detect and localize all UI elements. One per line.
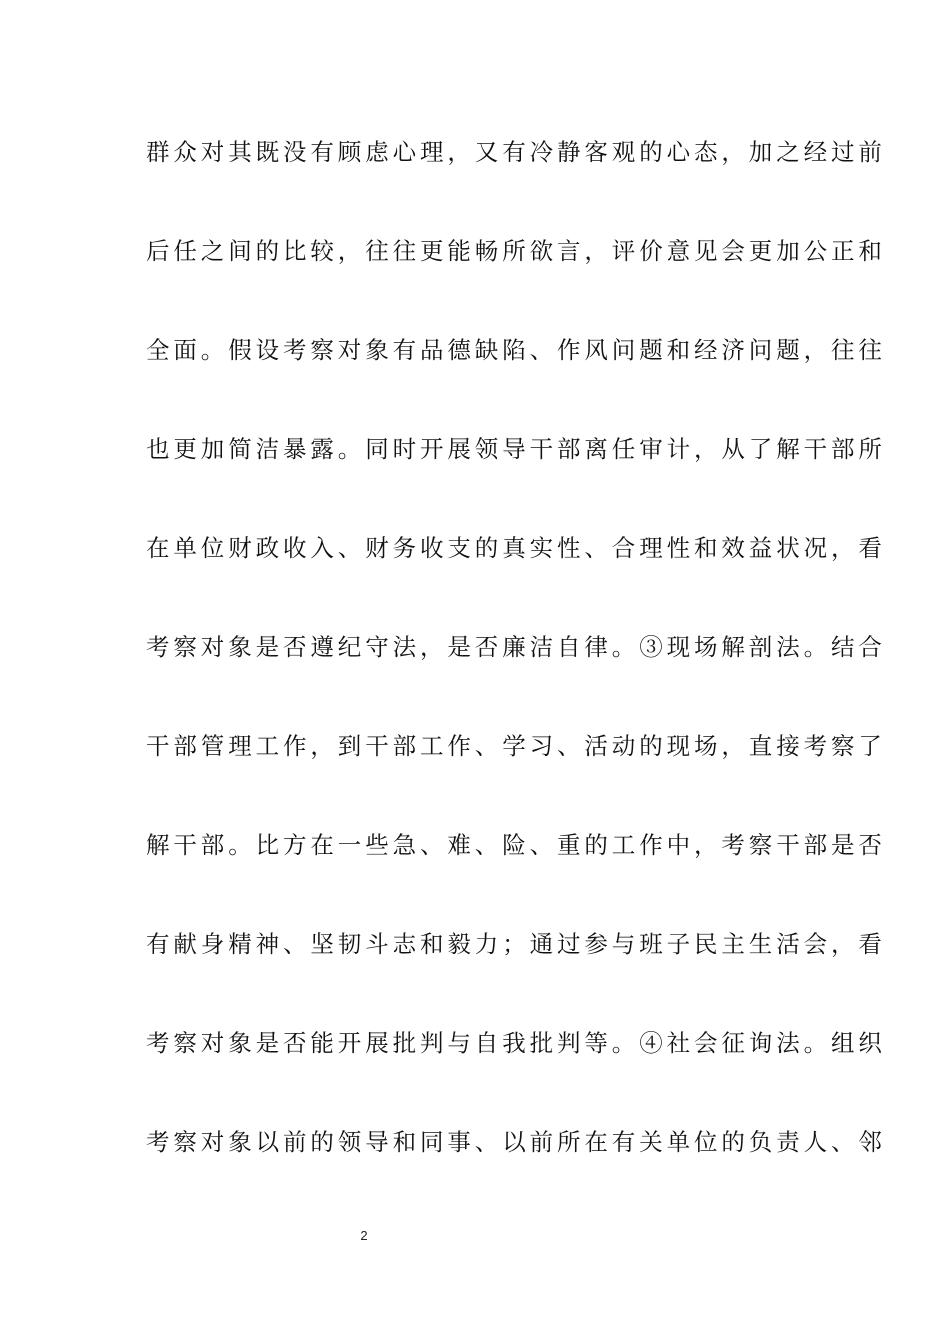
text-line: 考察对象是否能开展批判与自我批判等。④社会征询法。组织: [146, 1029, 886, 1057]
text-line: 群众对其既没有顾虑心理，又有冷静客观的心态，加之经过前: [146, 138, 886, 166]
text-line: 在单位财政收入、财务收支的真实性、合理性和效益状况，看: [146, 534, 886, 562]
page-number: 2: [360, 1228, 368, 1243]
text-line: 有献身精神、坚韧斗志和毅力；通过参与班子民主生活会，看: [146, 930, 886, 958]
text-line: 后任之间的比较，往往更能畅所欲言，评价意见会更加公正和: [146, 237, 886, 265]
text-line: 干部管理工作，到干部工作、学习、活动的现场，直接考察了: [146, 732, 886, 760]
text-line: 全面。假设考察对象有品德缺陷、作风问题和经济问题，往往: [146, 336, 886, 364]
text-line: 考察对象是否遵纪守法，是否廉洁自律。③现场解剖法。结合: [146, 633, 886, 661]
text-line: 解干部。比方在一些急、难、险、重的工作中，考察干部是否: [146, 831, 886, 859]
body-text: [146, 128, 886, 1217]
text-line: 考察对象以前的领导和同事、以前所在有关单位的负责人、邻: [146, 1128, 886, 1156]
text-line: 也更加简洁暴露。同时开展领导干部离任审计，从了解干部所: [146, 435, 886, 463]
